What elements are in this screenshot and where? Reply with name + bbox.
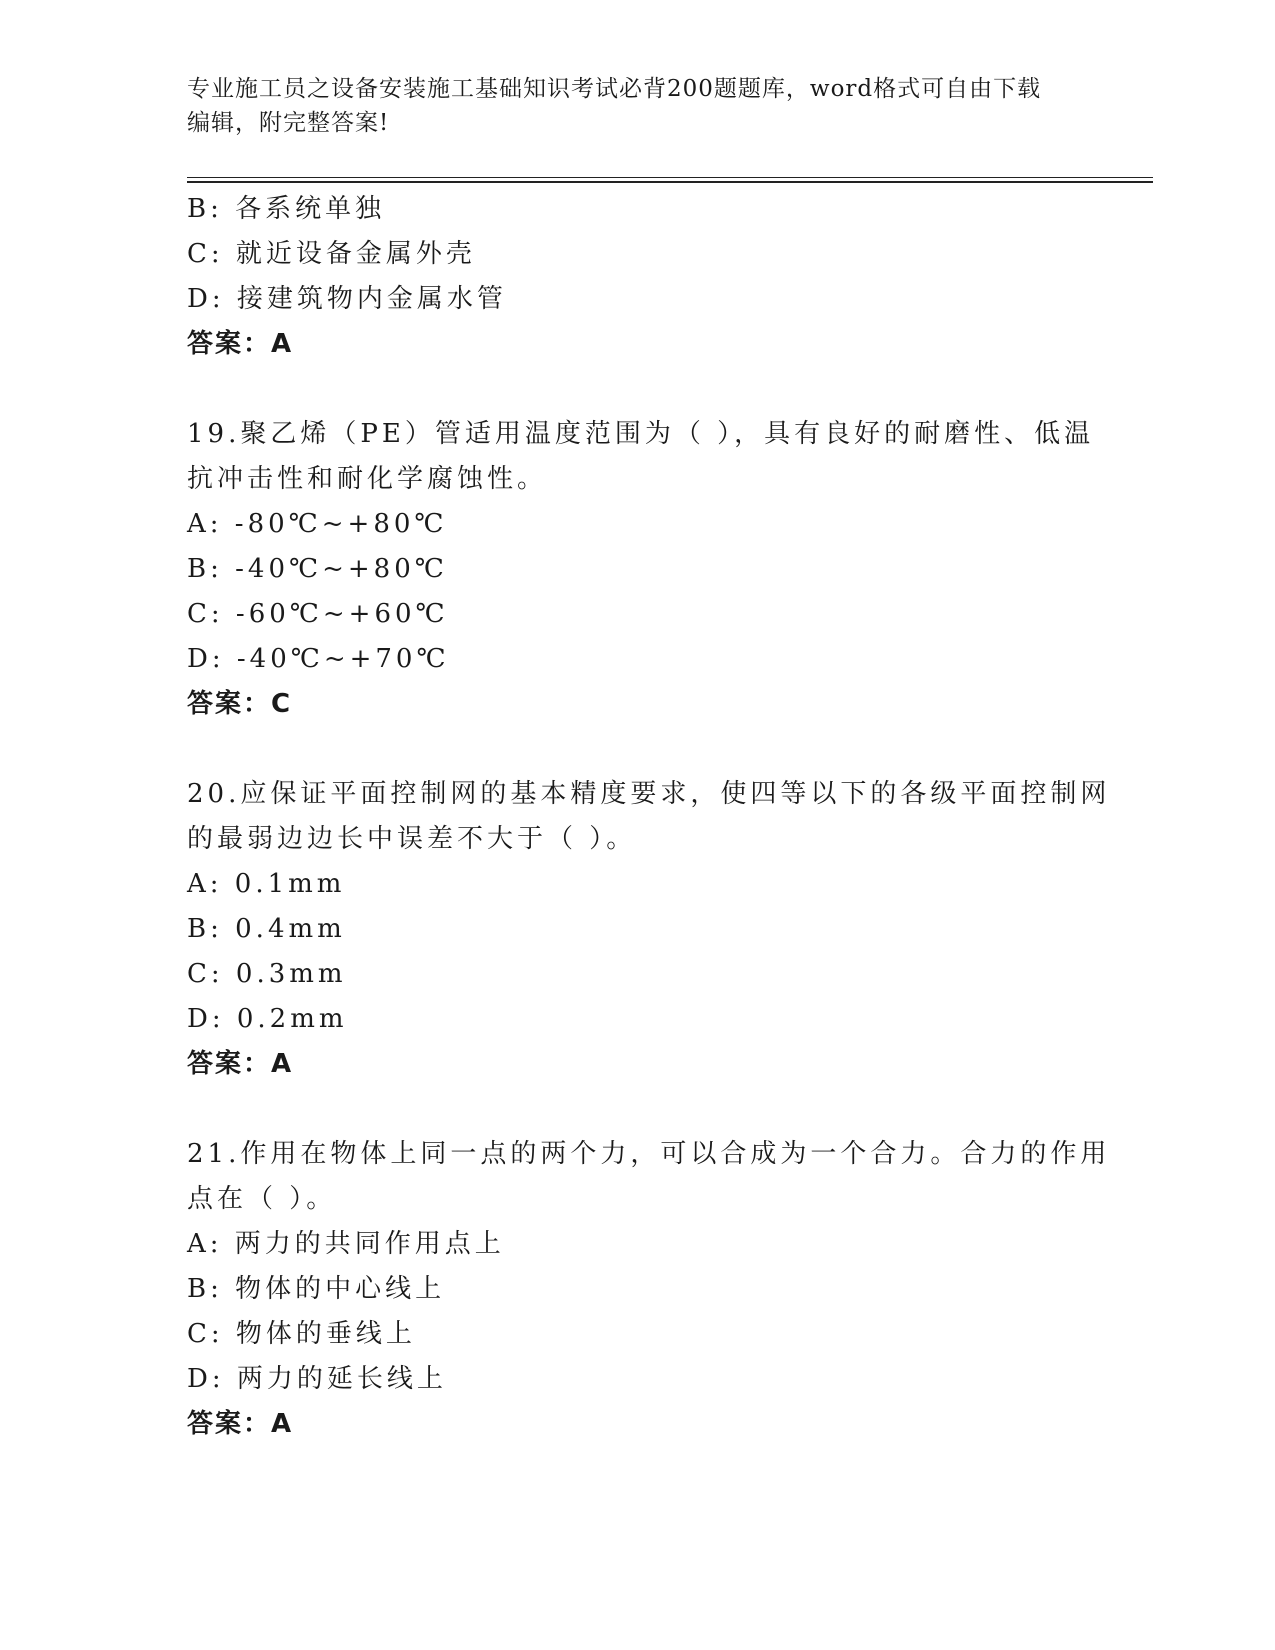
q19-stem-line-1: 19.聚乙烯（PE）管适用温度范围为（ ），具有良好的耐磨性、低温: [187, 419, 1095, 449]
q21-option-d: D: 两力的延长线上: [187, 1364, 447, 1394]
q20-option-a: A: 0.1mm: [187, 869, 346, 899]
q21-option-c: C: 物体的垂线上: [187, 1319, 416, 1349]
q19-stem-line-2: 抗冲击性和耐化学腐蚀性。: [187, 464, 548, 494]
header-divider-thick: [187, 181, 1153, 183]
q19-option-c: C: -60℃~+60℃: [187, 599, 449, 629]
q20-option-c: C: 0.3mm: [187, 959, 347, 989]
q21-stem-line-1: 21.作用在物体上同一点的两个力，可以合成为一个合力。合力的作用: [187, 1139, 1111, 1169]
q21-stem-line-2: 点在（ ）。: [187, 1184, 337, 1214]
q18-option-b: B: 各系统单独: [187, 194, 386, 224]
q18-answer: 答案：A: [187, 329, 294, 359]
q20-answer: 答案：A: [187, 1049, 294, 1079]
q18-option-d: D: 接建筑物内金属水管: [187, 284, 507, 314]
document-header: [187, 72, 1087, 140]
q20-option-d: D: 0.2mm: [187, 1004, 348, 1034]
q20-stem-line-1: 20.应保证平面控制网的基本精度要求，使四等以下的各级平面控制网: [187, 779, 1111, 809]
q21-option-b: B: 物体的中心线上: [187, 1274, 446, 1304]
q20-stem-line-2: 的最弱边边长中误差不大于（ ）。: [187, 824, 637, 854]
q20-option-b: B: 0.4mm: [187, 914, 346, 944]
q19-option-a: A: -80℃~+80℃: [187, 509, 448, 539]
q21-option-a: A: 两力的共同作用点上: [187, 1229, 505, 1259]
header-line-2: 编辑，附完整答案!: [187, 110, 390, 136]
header-line-1: 专业施工员之设备安装施工基础知识考试必背200题题库，word格式可自由下载: [187, 76, 1042, 102]
q21-answer: 答案：A: [187, 1409, 294, 1439]
q19-option-b: B: -40℃~+80℃: [187, 554, 448, 584]
q19-option-d: D: -40℃~+70℃: [187, 644, 450, 674]
q18-option-c: C: 就近设备金属外壳: [187, 239, 476, 269]
q19-answer: 答案：C: [187, 689, 293, 719]
header-divider-thin: [187, 177, 1153, 178]
